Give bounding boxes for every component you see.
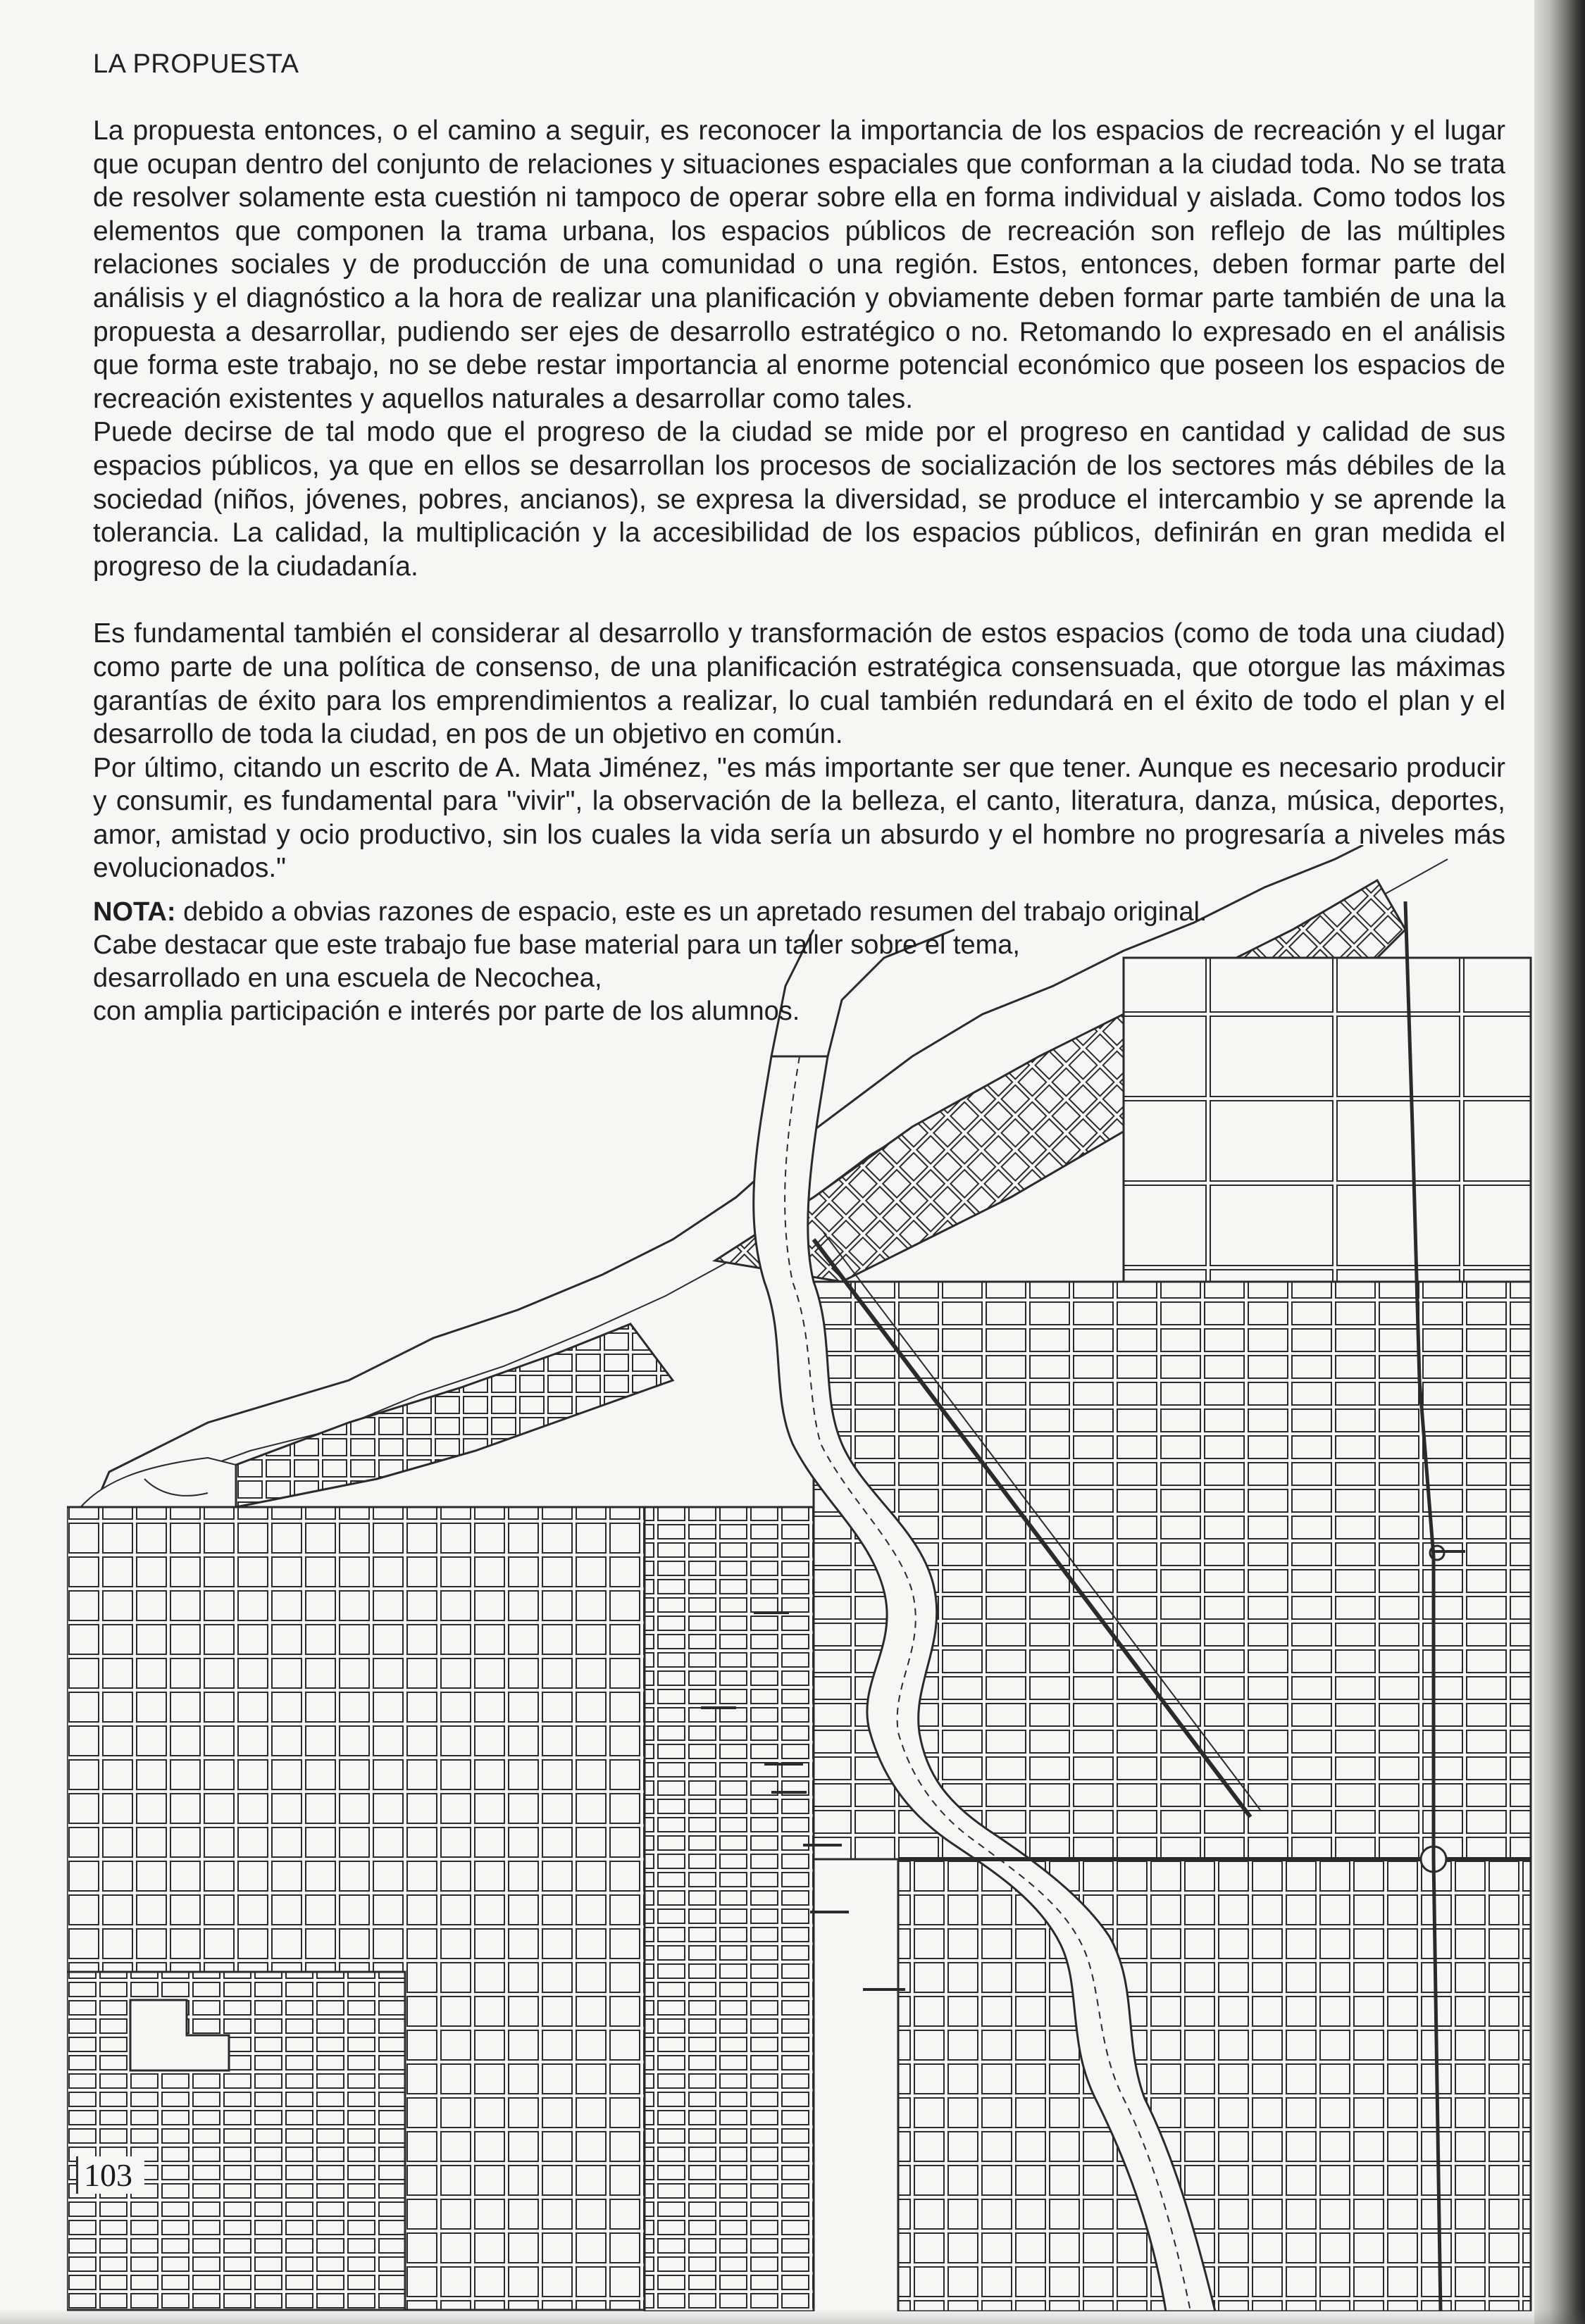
note-line-2: Cabe destacar que este trabajo fue base material para un taller sobre el tema, [93, 930, 1020, 960]
city-street-map [67, 845, 1534, 2311]
central-grid [645, 1507, 814, 2311]
paragraph-1: La propuesta entonces, o el camino a seguir, es reconocer la importancia de los espacios de recreación y el lugar que ocupan dentro del conjunto de relaciones y situaciones espaciales que conforman a la ciudad toda. No se trata de resolver solamente esta cuestión ni tampoco de operar sobre ella en forma individual y aislada. Como todos los elementos que componen la trama urbana, los espacios públicos de recreación son reflejo de las múltiples relaciones sociales y de producción de una comunidad o una región. Estos, entonces, deben formar parte del análisis y el diagnóstico a la hora de realizar una planificación y obviamente deben formar parte también de una la propuesta a desarrollar, pudiendo ser ejes de desarrollo estratégico o no. Retomando lo expresado en el análisis que forma este trabajo, no se debe restar importancia al enorme potencial económico que poseen los espacios de recreación existentes y aquellos naturales a desarrollar como tales. [93, 115, 1505, 414]
paragraph-3: Es fundamental también el considerar al desarrollo y transformación de estos espacios (como de toda una ciudad) como parte de una política de consenso, de una planificación estratégica consensuada, que otorgue las máximas garantías de éxito para los emprendimientos a realizar, lo cual también redundará en el éxito de todo el plan y el desarrollo de toda la ciudad, en pos de un objetivo en común. [93, 618, 1505, 750]
section-title: LA PROPUESTA [93, 49, 299, 79]
note-line-3: desarrollado en una escuela de Necochea, [93, 963, 602, 993]
bottom-edge-shadow [0, 2309, 1585, 2324]
southwest-grid [67, 1972, 405, 2310]
note-first-line [93, 896, 1276, 929]
note-label: NOTA: [93, 897, 176, 927]
book-gutter-shadow [1534, 0, 1585, 2324]
note-first-text: debido a obvias razones de espacio, este es un apretado resumen del trabajo original. [183, 897, 1207, 927]
note-line-4: con amplia participación e interés por parte de los alumnos. [93, 997, 800, 1026]
body-text [93, 114, 1505, 885]
paragraph-2: Puede decirse de tal modo que el progreso de la ciudad se mide por el progreso en cantidad y calidad de sus espacios públicos, ya que en ellos se desarrollan los procesos de socialización de los sectores más débiles de la sociedad (niños, jóvenes, pobres, ancianos), se expresa la diversidad, se produce el intercambio y se aprende la tolerancia. La calidad, la multiplicación y la accesibilidad de los espacios públicos, definirán en gran medida el progreso de la ciudadanía. [93, 417, 1505, 582]
coastal-strip-grid [236, 1324, 673, 1507]
page-number: 103 [76, 2156, 144, 2194]
note [93, 896, 1276, 1028]
paragraph-4: Por último, citando un escrito de A. Mata Jiménez, "es más importante ser que tener. Aunque es necesario producir y consumir, es fundamental para "vivir", la observación de la belleza, el canto, literatura, danza, música, deportes, amor, amistad y ocio productivo, sin los cuales la vida sería un absurdo y el hombre no progresaría a niveles más evolucionados." [93, 752, 1505, 884]
